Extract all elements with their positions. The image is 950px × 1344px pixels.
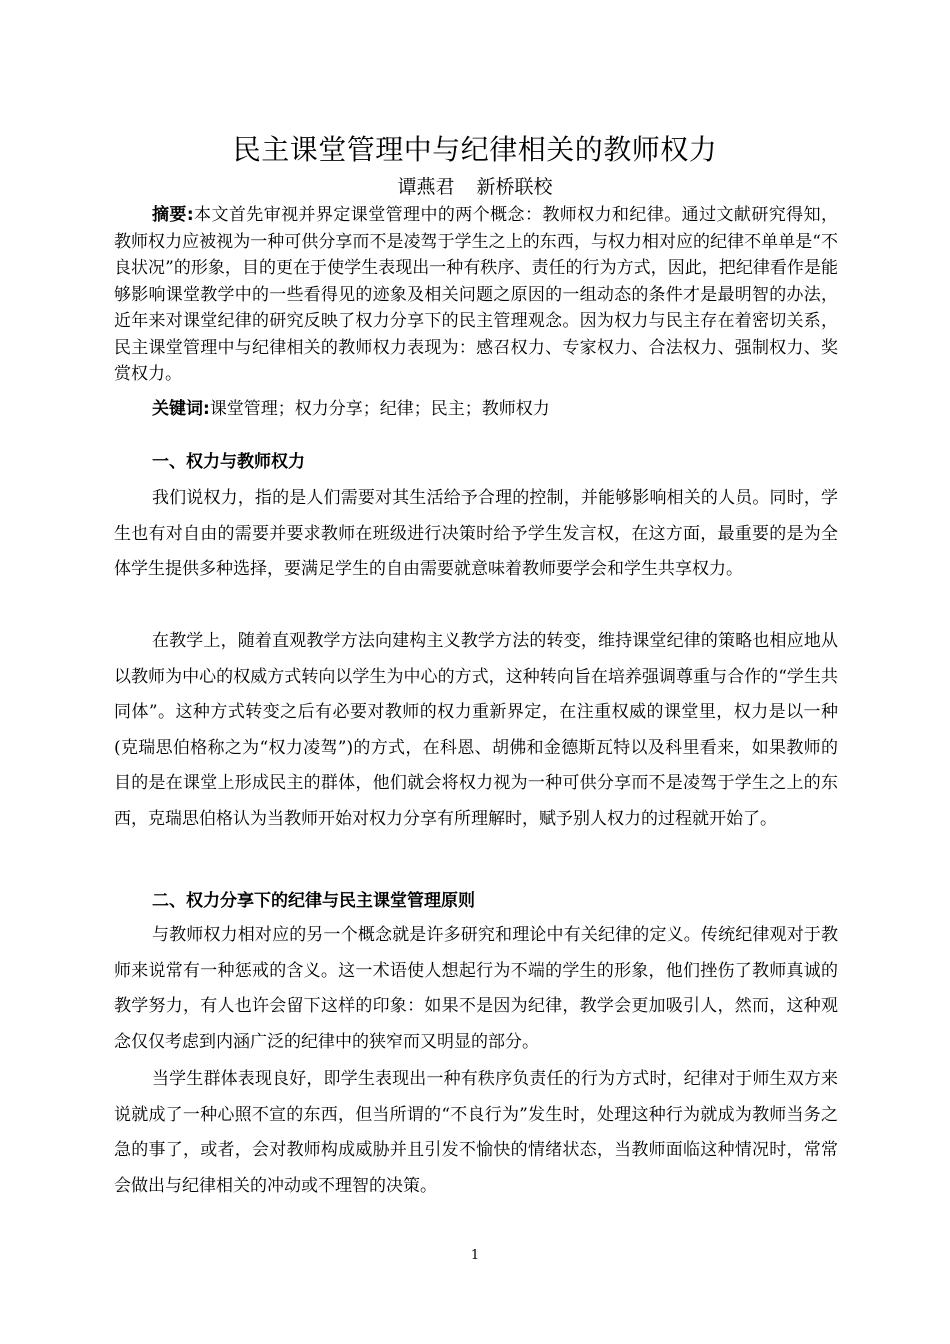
section-heading-2: 二、权力分享下的纪律与民主课堂管理原则 — [152, 891, 475, 911]
keywords-text: 课堂管理；权力分享；纪律；民主；教师权力 — [209, 399, 550, 419]
section-1-paragraph-2: 在教学上，随着直观教学方法向建构主义教学方法的转变，维持课堂纪律的策略也相应地从以教师为中心的权威方式转向以学生为中心的方式，这种转向旨在培养强调尊重与合作的“学生共同体”。这种方式转变之后有必要对教师的权力重新界定，在注重权威的课堂里，权力是以一种(克瑞思伯格称之为“权力凌驾”)的方式，在科恩、胡佛和金德斯瓦特以及科里看来，如果教师的目的是在课堂上形成民主的群体，他们就会将权力视为一种可供分享而不是凌驾于学生之上的东西，克瑞思伯格认为当教师开始对权力分享有所理解时，赋予别人权力的过程就开始了。 — [114, 631, 838, 829]
abstract — [114, 202, 838, 388]
author-name: 谭燕君 — [397, 176, 455, 198]
abstract-text: 本文首先审视并界定课堂管理中的两个概念：教师权力和纪律。通过文献研究得知，教师权力应被视为一种可供分享而不是凌驾于学生之上的东西，与权力相对应的纪律不单单是“不良状况”的形象，目的更在于使学生表现出一种有秩序、责任的行为方式，因此，把纪律看作是能够影响课堂教学中的一些看得见的迹象及相关问题之原因的一组动态的条件才是最明智的办法，近年来对课堂纪律的研究反映了权力分享下的民主管理观念。因为权力与民主存在着密切关系，民主课堂管理中与纪律相关的教师权力表现为：感召权力、专家权力、合法权力、强制权力、奖赏权力。 — [114, 205, 838, 384]
keywords-label: 关键词: — [152, 399, 210, 419]
section-1-paragraph-1: 我们说权力，指的是人们需要对其生活给予合理的控制，并能够影响相关的人员。同时，学生也有对自由的需要并要求教师在班级进行决策时给予学生发言权，在这方面，最重要的是为全体学生提供多种选择，要满足学生的自由需要就意味着教师要学会和学生共享权力。 — [114, 488, 838, 580]
section-heading-1: 一、权力与教师权力 — [152, 452, 305, 472]
abstract-label: 摘要: — [152, 205, 194, 225]
page-number: 1 — [470, 1248, 480, 1263]
keywords — [152, 396, 838, 422]
author-line — [0, 174, 950, 200]
author-affiliation: 新桥联校 — [476, 176, 553, 198]
paper-title: 民主课堂管理中与纪律相关的教师权力 — [232, 133, 718, 166]
section-2-paragraph-1: 与教师权力相对应的另一个概念就是许多研究和理论中有关纪律的定义。传统纪律观对于教师来说常有一种惩戒的含义。这一术语使人想起行为不端的学生的形象，他们挫伤了教师真诚的教学努力，有人也许会留下这样的印象：如果不是因为纪律，教学会更加吸引人，然而，这种观念仅仅考虑到内涵广泛的纪律中的狭窄而又明显的部分。 — [114, 925, 838, 1052]
section-2-paragraph-2: 当学生群体表现良好，即学生表现出一种有秩序负责任的行为方式时，纪律对于师生双方来说就成了一种心照不宣的东西，但当所谓的“不良行为”发生时，处理这种行为就成为教师当务之急的事了，或者，会对教师构成威胁并且引发不愉快的情绪状态，当教师面临这种情况时，常常会做出与纪律相关的冲动或不理智的决策。 — [114, 1069, 838, 1196]
